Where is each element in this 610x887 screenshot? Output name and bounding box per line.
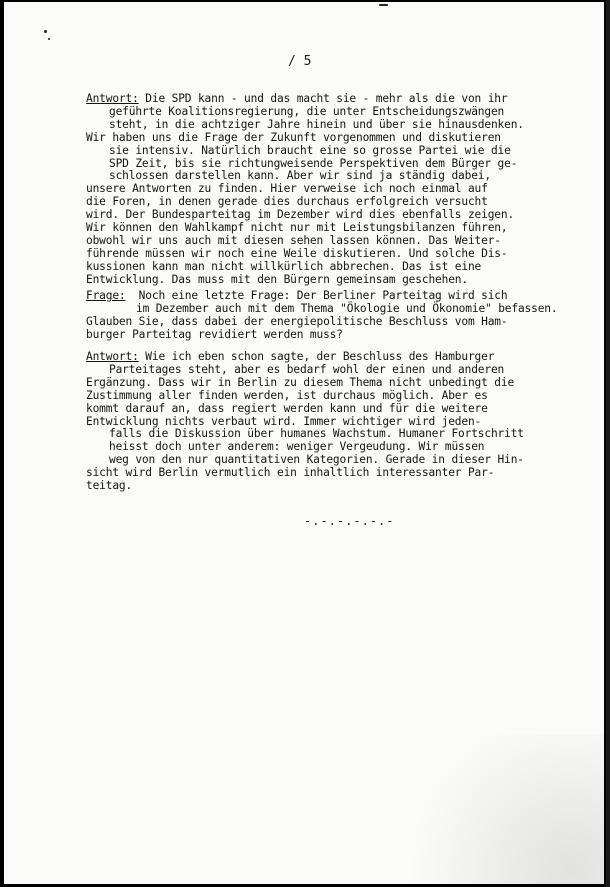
text-line: SPD Zeit, bis sie richtungweisende Perspektiven dem Bürger ge- — [109, 156, 518, 170]
text-line: Frage: Noch eine letzte Frage: Der Berliner Parteitag wird sich — [86, 289, 508, 302]
text-line: geführte Koalitionsregierung, die unter Entscheidungszwängen — [109, 104, 505, 118]
text-line: Antwort: Die SPD kann - und das macht sie - mehr als die von ihr — [86, 92, 508, 105]
text-line: unsere Antworten zu finden. Hier verweise ich noch einmal auf — [86, 182, 488, 196]
scan-noise — [384, 734, 604, 884]
text-line: obwohl wir uns auch mit diesen sehen lassen können. Das Weiter- — [86, 233, 501, 247]
speaker-label: Frage: — [86, 289, 126, 302]
text-line: Wir können den Wahlkampf nicht nur mit Leistungsbilanzen führen, — [86, 221, 508, 235]
scan-speck — [379, 4, 388, 6]
text-line: falls die Diskussion über humanes Wachstum. Humaner Fortschritt — [109, 427, 524, 441]
scan-edge — [606, 0, 610, 887]
end-separator: -.-.-.-.-.- — [304, 514, 395, 528]
text-line: schlossen darstellen kann. Aber wir sind ja ständig dabei, — [109, 169, 491, 183]
text-line: im Dezember auch mit dem Thema "Ökologie und Ökonomie" befassen. — [136, 301, 558, 315]
text-line: kussionen kann man nicht willkürlich abbrechen. Das ist eine — [86, 259, 482, 273]
question-block — [86, 290, 594, 342]
text-line: Ergänzung. Dass wir in Berlin zu diesem Thema nicht unbedingt die — [86, 375, 515, 389]
text-line: steht, in die achtziger Jahre hinein und über sie hinausdenken. — [109, 117, 524, 131]
document-page — [4, 2, 604, 884]
speaker-label: Antwort: — [86, 350, 139, 363]
text-line: wird. Der Bundesparteitag im Dezember wird dies ebenfalls zeigen. — [86, 208, 515, 222]
text-line: die Foren, in denen gerade dies durchaus erfolgreich versucht — [86, 195, 488, 209]
text-line: teitag. — [86, 479, 133, 493]
text-line: sicht wird Berlin vermutlich ein inhaltlich interessanter Par- — [86, 466, 495, 480]
text-line: Entwicklung. Das muss mit den Bürgern gemeinsam geschehen. — [86, 272, 468, 286]
text-line: führende müssen wir noch eine Weile diskutieren. Und solche Dis- — [86, 246, 508, 260]
text-line: Entwicklung nichts verbaut wird. Immer wichtiger wird jeden- — [86, 414, 482, 428]
text-line: burger Parteitag revidiert werden muss? — [86, 327, 343, 341]
speaker-label: Antwort: — [86, 92, 139, 105]
text-line: Glauben Sie, dass dabei der energiepolitische Beschluss vom Ham- — [86, 314, 508, 328]
text-line: kommt darauf an, dass regiert werden kann und für die weitere — [86, 401, 488, 415]
text-line: Zustimmung aller finden werden, ist durchaus möglich. Aber es — [86, 388, 488, 402]
text-line: heisst doch unter anderem: weniger Vergeudung. Wir müssen — [109, 440, 485, 454]
text-line: Wir haben uns die Frage der Zukunft vorgenommen und diskutieren — [86, 130, 501, 144]
text-line: weg von den nur quantitativen Kategorien. Gerade in dieser Hin- — [109, 453, 524, 467]
answer-block-2 — [86, 351, 594, 493]
text-line: Parteitages steht, aber es bedarf wohl der einen und anderen — [109, 362, 505, 376]
scan-speck — [48, 38, 50, 40]
text-line: Antwort: Wie ich eben schon sagte, der Beschluss des Hamburger — [86, 350, 495, 363]
page-number: / 5 — [288, 54, 312, 69]
text-line: sie intensiv. Natürlich braucht eine so grosse Partei wie die — [109, 143, 511, 157]
answer-block-1 — [86, 93, 594, 287]
scan-speck — [44, 30, 47, 33]
